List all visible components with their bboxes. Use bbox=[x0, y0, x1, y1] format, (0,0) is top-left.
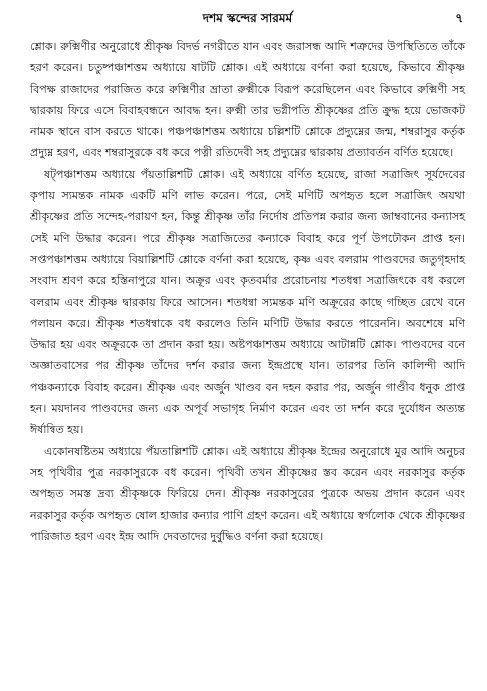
running-title: দশম স্কন্দের সারমর্ম bbox=[202, 11, 293, 25]
paragraph-2: ষট্পঞ্চাশত্তম অধ্যায়ে পঁয়তাল্লিশটি শ্লোক। এই অধ্যায়ে বর্ণিত হয়েছে, রাজা সত্রাজিৎ সূর্যদেবের কৃপায় স্যমন্তক নামক একটি মণি লাভ করেন। পরে, সেই মণিটি অপহৃত হলে সত্রাজিৎ অযথা শ্রীকৃষ্ণের প্রতি সন্দেহ-পরায়ণ হন, কিন্তু শ্রীকৃষ্ণ তাঁর নির্দোষ প্রতিপন্ন করার জন্য জাম্ববানের কন্যাসহ সেই মণি উদ্ধার করেন। পরে শ্রীকৃষ্ণ সত্রাজিতের কন্যাকে বিবাহ করে পূর্ণ উপঢৌকন প্রাপ্ত হন। সপ্তপঞ্চাশত্তম অধ্যায়ে বিয়াল্লিশটি শ্লোকে বর্ণনা করা হয়েছে, কৃষ্ণ এবং বলরাম পাণ্ডবদের জতুগৃহদাহ সংবাদ শ্রবণ করে হস্তিনাপুরে যান। অক্রূর এবং কৃতবর্মার প্ররোচনায় শতধন্বা সত্রাজিৎকে বধ করলে বলরাম এবং শ্রীকৃষ্ণ দ্বারকায় ফিরে আসেন। শতধন্বা স্যমন্তক মণি অক্রূরের কাছে গচ্ছিত রেখে বনে পলায়ন করে। শ্রীকৃষ্ণ শতধন্বাকে বধ করলেও তিনি মণিটি উদ্ধার করতে পারেননি। অবশেষে মণি উদ্ধার হয় এবং অক্রূরকে তা প্রদান করা হয়। অষ্টপঞ্চাশত্তম অধ্যায়ে আটান্নটি শ্লোক। পাণ্ডবদের বনে অজ্ঞাতবাসের পর শ্রীকৃষ্ণ তাঁদের দর্শন করার জন্য ইন্দ্রপ্রস্থে যান। তারপর তিনি কালিন্দী আদি পঞ্চকন্যাকে বিবাহ করেন। শ্রীকৃষ্ণ এবং অর্জুন খাণ্ডব বন দহন করার পর, অর্জুন গাণ্ডীব ধনুক প্রাপ্ত হন। ময়দানব পাণ্ডবদের জন্য এক অপূর্ব সভাগৃহ নির্মাণ করেন এবং তা দর্শন করে দুর্যোধন অত্যন্ত ঈর্ষান্বিত হয়। bbox=[30, 167, 465, 437]
paragraph-3: একোনষষ্টিতম অধ্যায়ে পঁয়তাল্লিশটি শ্লোক। এই অধ্যায়ে শ্রীকৃষ্ণ ইন্দ্রের অনুরোধে মুর আদি অনুচর সহ পৃথিবীর পুত্র নরকাসুরকে বধ করেন। পৃথিবী তখন শ্রীকৃষ্ণের স্তব করেন এবং নরকাসুর কর্তৃক অপহৃত সমস্ত দ্রব্য শ্রীকৃষ্ণকে ফিরিয়ে দেন। শ্রীকৃষ্ণ নরকাসুরের পুত্রকে অভয় প্রদান করেন এবং নরকাসুর কর্তৃক অপহৃত ষোল হাজার কন্যার পাণি গ্রহণ করেন। এই অধ্যায়ে স্বর্গলোক থেকে শ্রীকৃষ্ণের পারিজাত হরণ এবং ইন্দ্র আদি দেবতাদের দুর্বুদ্ধিও বর্ণনা করা হয়েছে। bbox=[30, 444, 465, 543]
page-header bbox=[30, 8, 465, 30]
page-number: ৭ bbox=[455, 11, 463, 25]
paragraph-1: শ্লোক। রুক্মিণীর অনুরোধে শ্রীকৃষ্ণ বিদর্ভ নগরীতে যান এবং জরাসন্ধ আদি শত্রুদের উপস্থিতিতে তাঁকে হরণ করেন। চতুষ্পঞ্চাশত্তম অধ্যায়ে ষাটটি শ্লোক। এই অধ্যায়ে বর্ণনা করা হয়েছে, কিভাবে শ্রীকৃষ্ণ বিপক্ষ রাজাদের পরাজিত করে রুক্মিণীর ভ্রাতা রুক্মীকে বিরূপ করেছিলেন এবং কিভাবে রুক্মিণী সহ দ্বারকায় ফিরে এসে বিবাহবন্ধনে আবদ্ধ হন। রুক্মী তার ভগ্নীপতি শ্রীকৃষ্ণের প্রতি ক্রুদ্ধ হয়ে ভোজকট নামক স্থানে বাস করতে থাকে। পঞ্চপঞ্চাশত্তম অধ্যায়ে চল্লিশটি শ্লোকে প্রদ্যুম্নের জন্ম, শম্বরাসুর কর্তৃক প্রদ্যুম্ন হরণ, এবং শম্বরাসুরকে বধ করে পত্নী রতিদেবী সহ প্রদ্যুম্নের দ্বারকায় প্রত্যাবর্তন বর্ণিত হয়েছে। bbox=[30, 40, 465, 160]
page-body bbox=[30, 36, 465, 547]
